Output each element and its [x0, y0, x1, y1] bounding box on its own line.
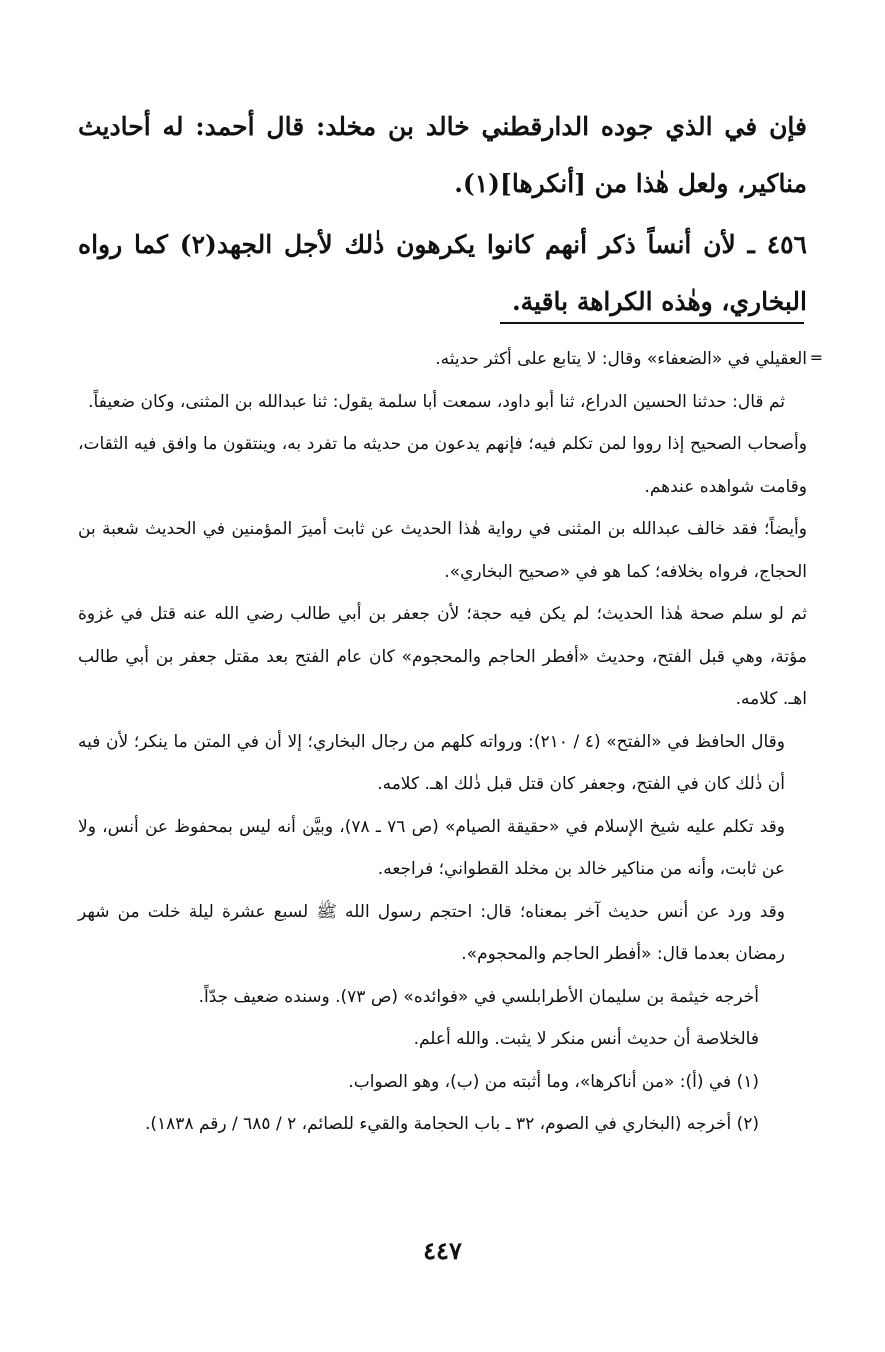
footnote-2: (٢) أخرجه (البخاري في الصوم، ٣٢ ـ باب الحجامة والقيء للصائم، ٢ / ٦٨٥ / رقم ١٨٣٨). — [145, 1114, 759, 1134]
continuation-marker: = — [809, 348, 823, 367]
note-paragraph: فالخلاصة أن حديث أنس منكر لا يثبت. والله أعلم. — [413, 1029, 759, 1049]
note-paragraph: ثم قال: حدثنا الحسين الدراع، ثنا أبو داود، سمعت أبا سلمة يقول: ثنا عبدالله بن المثنى، وكان ضعيفاً. — [88, 391, 785, 412]
note-paragraph: ثم لو سلم صحة هٰذا الحديث؛ لم يكن فيه حجة؛ لأن جعفر بن أبي طالب رضي الله عنه قتل في غزوة مؤتة، وهي قبل الفتح، وحديث «أفطر الحاجم والمحجوم» كان عام الفتح بعد مقتل جعفر بن أبي طالب اهـ. كلامه. — [78, 604, 807, 709]
note-paragraph: وقد تكلم عليه شيخ الإسلام في «حقيقة الصيام» (ص ٧٦ ـ ٧٨)، وبيَّن أنه ليس بمحفوظ عن أنس، ولا عن ثابت، وأنه من مناكير خالد بن مخلد القطواني؛ فراجعه. — [78, 816, 785, 879]
main-paragraph: فإن في الذي جوده الدارقطني خالد بن مخلد: قال أحمد: له أحاديث مناكير، ولعل هٰذا من [أنكرها](١). — [78, 112, 807, 198]
main-text — [78, 98, 807, 330]
main-paragraph: ٤٥٦ ـ لأن أنساً ذكر أنهم كانوا يكرهون ذٰلك لأجل الجهد(٢) كما رواه البخاري، وهٰذه الكراهة باقية. — [78, 230, 807, 316]
footnote-separator — [500, 322, 804, 324]
footnote-1: (١) في (أ): «من أناكرها»، وما أثبته من (ب)، وهو الصواب. — [348, 1071, 759, 1092]
note-paragraph: وأصحاب الصحيح إذا رووا لمن تكلم فيه؛ فإنهم يدعون من حديثه ما تفرد به، وينتقون ما وافق فيه الثقات، وقامت شواهده عندهم. — [78, 434, 807, 497]
note-paragraph: العقيلي في «الضعفاء» وقال: لا يتابع على أكثر حديثه. — [435, 349, 807, 369]
note-paragraph: أخرجه خيثمة بن سليمان الأطرابلسي في «فوائده» (ص ٧٣). وسنده ضعيف جدّاً. — [198, 986, 759, 1007]
note-paragraph: وقال الحافظ في «الفتح» (٤ / ٢١٠): ورواته كلهم من رجال البخاري؛ إلا أن في المتن ما ينكر؛ لأن فيه أن ذٰلك كان في الفتح، وجعفر كان قتل قبل ذٰلك اهـ. كلامه. — [78, 731, 785, 794]
note-paragraph: وأيضاً؛ فقد خالف عبدالله بن المثنى في رواية هٰذا الحديث عن ثابت أميرَ المؤمنين في الحديث شعبة بن الحجاج، فرواه بخلافه؛ كما هو في «صحيح البخاري». — [78, 519, 807, 582]
page-number: ٤٤٧ — [423, 1236, 462, 1265]
footnotes — [78, 338, 807, 1146]
note-paragraph: وقد ورد عن أنس حديث آخر بمعناه؛ قال: احتجم رسول الله ﷺ لسبع عشرة ليلة خلت من شهر رمضان بعدما قال: «أفطر الحاجم والمحجوم». — [78, 901, 785, 964]
